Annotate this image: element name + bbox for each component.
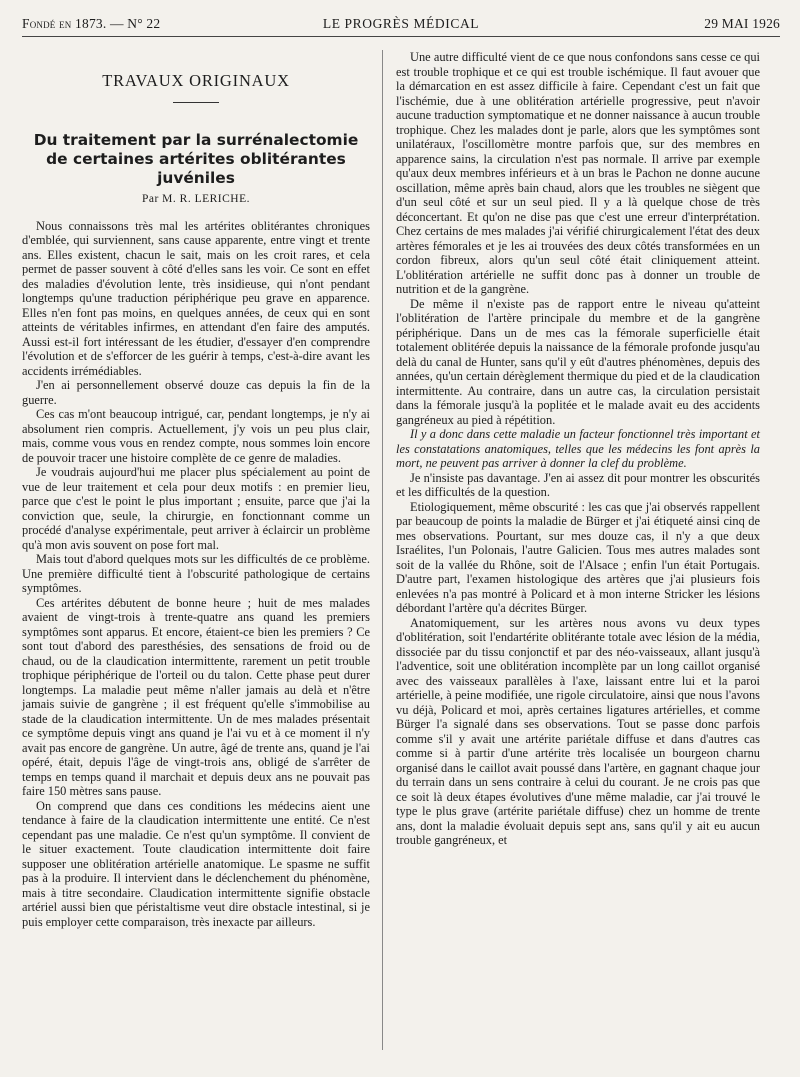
right-column bbox=[396, 50, 760, 848]
paragraph: Ces cas m'ont beaucoup intrigué, car, pendant longtemps, je n'y ai absolument rien compris. Actuellement, j'y vois un peu plus clair, mais, comme vous vous en rendez compte, nous sommes loin encore de pouvoir tracer une histoire complète de ce genre de maladies. bbox=[22, 407, 370, 465]
issue-date: 29 MAI 1926 bbox=[704, 16, 780, 31]
section-title: TRAVAUX ORIGINAUX bbox=[102, 71, 290, 90]
left-column bbox=[22, 50, 370, 929]
paragraph: Une autre difficulté vient de ce que nous confondons sans cesse ce qui est trouble trophique et ce qui est trouble ischémique. Il faut avouer que la démarcation en est assez difficile à faire. Cependant c'est un fait que l'ischémie, due à une oblitération artérielle progressive, peut n'avoir aucune traduction symptomatique et ne donner naissance à aucun trouble trophique. Chez les malades dont je parle, alors que les symptômes sont unilatéraux, l'oscillomètre montre parfois que, sur des membres en apparence sains, la circulation n'est pas normale. Il arrive par exemple qu'aux deux membres inférieurs et à un bras le Pachon ne donne aucune oscillation, même après bain chaud, alors que les troubles ne siègent que d'un seul côté et sur un seul pied. Il y a là quelque chose de très déconcertant. Et qu'on ne dise pas que c'est une erreur d'interprétation. Chez certains de mes malades j'ai vérifié chirurgicalement l'état des deux artères fémorales et je les ai trouvées des deux côtés transformées en un cordon fibreux, alors qu'un seul côté était cliniquement atteint. L'oblitération artérielle ne suffit donc pas à donner un trouble de nutrition et de la gangrène. bbox=[396, 50, 760, 296]
founding-and-issue: Fondé en 1873. — N° 22 bbox=[22, 16, 161, 31]
paragraph: Mais tout d'abord quelques mots sur les difficultés de ce problème. Une première difficulté tient à l'obscurité pathologique de certains symptômes. bbox=[22, 552, 370, 595]
journal-title: LE PROGRÈS MÉDICAL bbox=[322, 16, 480, 31]
article-title-line-2: de certaines artérites oblitérantes juvéniles bbox=[46, 150, 346, 187]
paragraph: J'en ai personnellement observé douze cas depuis la fin de la guerre. bbox=[22, 378, 370, 407]
byline-prefix: Par M. bbox=[141, 193, 177, 205]
header-rule bbox=[22, 36, 780, 37]
paragraph: De même il n'existe pas de rapport entre le niveau qu'atteint l'oblitération de l'artère principale du membre et de la gangrène périphérique. Dans un de mes cas la fémorale superficielle était totalement oblitérée depuis la naissance de la fémorale profonde jusqu'au delà du canal de Hunter, sans qu'il y eût d'autres phénomènes, depuis des années, qu'un certain dérèglement thermique du pied et de la claudication intermittente. Au contraire, dans un autre cas, la circulation persistait dans la fémorale jusqu'à la poplitée et le malade avait eu des accidents gangréneux au pied à répétition. bbox=[396, 296, 760, 427]
paragraph: Etiologiquement, même obscurité : les cas que j'ai observés rappellent par beaucoup de points la maladie de Bürger et j'ai étiqueté ainsi cinq de mes observations. Pourtant, sur mes douze cas, il n'y a que deux Israélites, l'un Polonais, l'autre Galicien. Tous mes autres malades sont soit de la vallée du Rhône, soit de l'Alsace ; enfin l'un était Portugais. D'autre part, l'examen histologique des artères que j'ai plusieurs fois enlevées n'a pas montré à Policard et à mon interne Stricker les lésions débordant l'artère qu'a décrites Bürger. bbox=[396, 499, 760, 615]
byline bbox=[22, 192, 370, 207]
paragraph: Je n'insiste pas davantage. J'en ai assez dit pour montrer les obscurités et les difficultés de la question. bbox=[396, 470, 760, 499]
column-divider bbox=[382, 50, 383, 1050]
article-title bbox=[22, 131, 370, 188]
paragraph: Anatomiquement, sur les artères nous avons vu deux types d'oblitération, soit l'endartérite oblitérante totale avec lésion de la média, dissociée par du tissu conjonctif et par des néo-vaisseaux, allant jusqu'à l'adventice, soit une oblitération incomplète par un long caillot organisé avec des vaisseaux parallèles à l'axe, laissant entre lui et la paroi artérielle, à peine modifiée, une rigole circulatoire, ainsi que nous l'avons vu déjà, Policard et moi, après certaines ligatures artérielles, et comme Bürger l'a signalé dans ses observations. Tout se passe donc parfois comme s'il y avait une artérite pariétale diffuse et dans d'autres cas comme si à partir d'une artérite très localisée un bourgeon charnu organisé dans le caillot avait poussé dans l'artère, en gagnant chaque jour du terrain dans un sens contraire à celui du courant. Je ne crois pas que ce soit là deux étapes évolutives d'une même maladie, car j'ai trouvé le type le plus grave (artérite pariétale diffuse) chez un homme de trente ans, dont la maladie évoluait depuis sept ans, sans qu'il y ait eu aucun trouble gangréneux, et bbox=[396, 615, 760, 847]
paragraph: Nous connaissons très mal les artérites oblitérantes chroniques d'emblée, qui surviennent, sans cause apparente, entre vingt et trente ans. Elles existent, chacun le sait, mais on les croit rares, et cela permet de passer souvent à côté d'elles sans les voir. Ce sont en effet des maladies d'évolution lente, très insidieuse, qui n'ont pendant longtemps qu'une traduction périphérique peu grave en apparence. Elles n'en font pas moins, en quelques années, de ceux qui en sont atteints de véritables infirmes, en attendant d'en faire des amputés. Aussi est-il fort intéressant de les étudier, d'essayer d'en comprendre l'évolution et de s'efforcer de les guérir à temps, c'est-à-dire avant les accidents irrémédiables. bbox=[22, 218, 370, 378]
author-name: R. LERICHE. bbox=[179, 193, 251, 205]
paragraph: On comprend que dans ces conditions les médecins aient une tendance à faire de la claudication intermittente une entité. Ce n'est cependant pas une maladie. Ce n'est qu'un symptôme. Il convient de le situer exactement. Toute claudication intermittente doit faire supposer une oblitération artérielle anatomique. Le spasme ne suffit pas à la produire. Il intervient dans le déclenchement du phénomène, mais à titre secondaire. Claudication intermittente signifie obstacle artériel aussi bien que péristaltisme veut dire obstacle intestinal, si je puis employer cette comparaison, très inexacte par ailleurs. bbox=[22, 798, 370, 929]
article-title-line-1: Du traitement par la surrénalectomie bbox=[33, 131, 359, 149]
running-header bbox=[22, 14, 780, 34]
section-ornament bbox=[22, 95, 370, 110]
paragraph: Ces artérites débutent de bonne heure ; huit de mes malades avaient de vingt-trois à trente-quatre ans quand les premiers symptômes sont apparus. Et encore, étaient-ce bien les premiers ? Ce sont tout d'abord des paresthésies, des sensations de froid ou de chaud, ou de la claudication intermittente, rarement un petit trouble trophique périphérique de l'orteil ou du talon. Cette phase peut durer longtemps. La maladie peut même n'aller jamais au delà et n'être jamais suivie de gangrène ; il est fréquent qu'elle s'immobilise au stade de la claudication intermittente. Un de mes malades présentait ce symptôme depuis vingt ans quand je l'ai vu et à ce moment il n'y avait pas encore de gangrène. Un autre, âgé de trente ans, quand je l'ai opéré, était, depuis l'âge de vingt-trois ans, obligé de s'arrêter de temps en temps quand il marchait et depuis deux ans ne pouvait pas faire 150 mètres sans pause. bbox=[22, 595, 370, 798]
italic-paragraph: Il y a donc dans cette maladie un facteur fonctionnel très important et les constatations anatomiques, telles que les médecins les font après la mort, ne peuvent pas arriver à donner la clef du problème. bbox=[396, 427, 760, 470]
paragraph: Je voudrais aujourd'hui me placer plus spécialement au point de vue de leur traitement et cela pour deux motifs : en premier lieu, parce que c'est le point le plus important ; ensuite, parce que j'ai la conviction que, seule, la chirurgie, en fonctionnant comme un procédé d'analyse expérimentale, peut arriver à éclaircir un problème qu'à mon avis souvent on pose fort mal. bbox=[22, 465, 370, 552]
